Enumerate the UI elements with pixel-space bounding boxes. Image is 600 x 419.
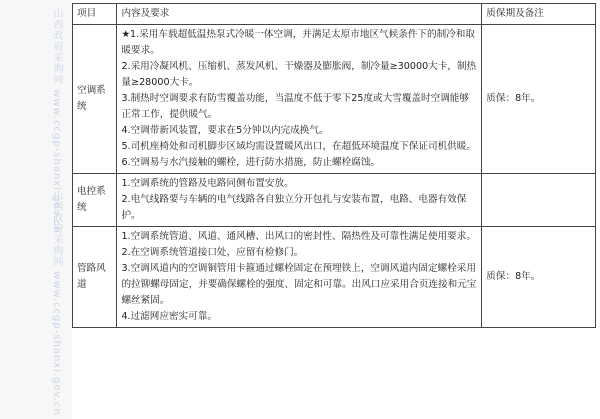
content-line: 6.空调易与水汽接触的螺栓，进行防水措施，防止螺栓腐蚀。: [121, 157, 381, 168]
content-line: ★1.采用车载超低温热泵式冷暖一体空调，并满足太原市地区气候条件下的制冷和取暖要求。: [121, 29, 475, 56]
row-item-label: 管路风道: [73, 227, 117, 328]
row-item-label: 空调系统: [73, 25, 117, 174]
content-line: 5.司机座椅处和司机脚步区域均需设置暖风出口，在超低环境温度下保证司机供暖。: [121, 141, 476, 152]
header-item: 项目: [73, 4, 117, 25]
row-warranty: 质保：8年。: [482, 227, 596, 328]
row-content: [117, 25, 482, 174]
table-row: [73, 25, 596, 174]
row-warranty: [482, 174, 596, 227]
table-row: [73, 174, 596, 227]
content-line: 4.过滤网应密实可靠。: [121, 311, 217, 322]
content-line: 1.空调系统管道、风道、通风槽、出风口的密封性、隔热性及可靠性满足使用要求。: [121, 231, 476, 242]
row-content: [117, 174, 482, 227]
sidebar-watermark-2: 山西政府采购网 www.ccgp-shanxi.gov.cn: [51, 190, 62, 416]
row-content: [117, 227, 482, 328]
header-content: 内容及要求: [117, 4, 482, 25]
content-line: 2.电气线路要与车辆的电气线路各自独立分开包扎与安装布置，电路、电器有效保护。: [121, 194, 467, 221]
sidebar-watermark-1: 山西政府采购网 www.ccgp-shanxi.gov.cn: [51, 8, 62, 234]
header-warranty: 质保期及备注: [482, 4, 596, 25]
content-line: 2.采用冷凝风机、压缩机、蒸发风机、干燥器及膨胀阀，制冷量≥30000大卡，制热量≥28000大卡。: [121, 61, 477, 88]
content-line: 1.空调系统的管路及电路同侧布置安放。: [121, 178, 294, 189]
content-line: 4.空调带新风装置，要求在5分钟以内完成换气。: [121, 125, 329, 136]
content-line: 2.在空调系统管道接口处，应留有检修门。: [121, 247, 304, 258]
row-item-label: 电控系统: [73, 174, 117, 227]
content-line: 3.空调风道内的空调铜管用卡箍通过螺栓固定在预埋铁上，空调风道内固定螺栓采用的拉铆螺母固定，并要确保螺栓的强度、固定和可靠。出风口应采用合页连接和元宝螺丝紧固。: [121, 263, 477, 306]
row-warranty: 质保：8年。: [482, 25, 596, 174]
content-line: 3.制热时空调要求有防雪覆盖功能，当温度不低于零下25度或大雪覆盖时空调能够正常工作，提供暖气。: [121, 93, 469, 120]
spec-table: [72, 3, 596, 328]
table-header-row: [73, 4, 596, 25]
table-row: [73, 227, 596, 328]
left-margin-strip: [0, 0, 72, 419]
